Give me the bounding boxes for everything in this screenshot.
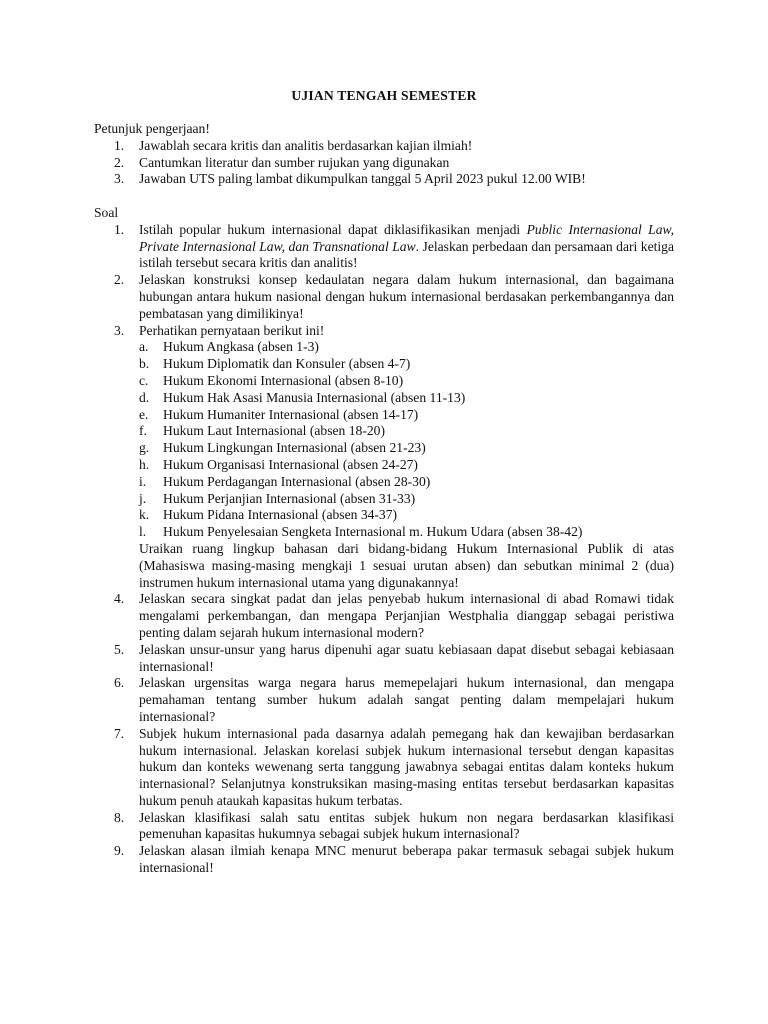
- subitem-letter: h.: [139, 456, 150, 472]
- subitem: [94, 423, 674, 440]
- subitem-letter: a.: [139, 339, 149, 355]
- subitem-text: Hukum Perdagangan Internasional (absen 28-30): [163, 473, 431, 489]
- subitem-letter: g.: [139, 440, 150, 456]
- subitem-text: Hukum Ekonomi Internasional (absen 8-10): [163, 372, 404, 388]
- subitem-text: Hukum Perjanjian Internasional (absen 31-33): [163, 490, 416, 506]
- subitem: [94, 524, 674, 541]
- subitem-text: Hukum Laut Internasional (absen 18-20): [163, 423, 385, 439]
- question-number: 4.: [114, 591, 125, 607]
- question-item: [94, 591, 674, 641]
- subitem: [94, 474, 674, 491]
- instruction-item: [94, 138, 674, 155]
- question-item: [94, 726, 674, 810]
- subitem-text: Hukum Pidana Internasional (absen 34-37): [163, 507, 398, 523]
- question-item: [94, 323, 674, 340]
- subitem-text: Hukum Organisasi Internasional (absen 24-27): [163, 456, 418, 472]
- question-item: [94, 642, 674, 676]
- subitem-letter: b.: [139, 356, 150, 372]
- question-item: [94, 810, 674, 844]
- question-number: 6.: [114, 675, 125, 691]
- subitem-letter: c.: [139, 372, 149, 388]
- subitem-letter: e.: [139, 406, 149, 422]
- question-number: 2.: [114, 272, 125, 288]
- question-text-part: Istilah popular hukum internasional dapat diklasifikasikan menjadi: [139, 221, 527, 237]
- question-text: Subjek hukum internasional pada dasarnya adalah pemegang hak dan kewajiban berdasarkan hukum internasional. Jelaskan korelasi subjek hukum internasional tersebut dengan kapasitas hukum dan konteks wewenang serta tanggung jawabnya sebagai entitas dalam konteks hukum internasional? Selanjutnya konstruksikan masing-masing entitas tersebut berdasarkan kapasitas hukum penuh ataukah kapasitas hukum terbatas.: [139, 725, 674, 808]
- question-item: [94, 272, 674, 322]
- instruction-number: 2.: [114, 154, 125, 170]
- question-number: 9.: [114, 843, 125, 859]
- instruction-text: Jawablah secara kritis dan analitis berdasarkan kajian ilmiah!: [139, 137, 473, 153]
- subitem: [94, 339, 674, 356]
- question-number: 1.: [114, 221, 125, 237]
- question-text: Jelaskan secara singkat padat dan jelas penyebab hukum internasional di abad Romawi tidak mengalami perkembangan, dan mengapa Perjanjian Westphalia dianggap sebagai peristiwa penting dalam sejarah hukum internasional modern?: [139, 591, 674, 640]
- question-number: 5.: [114, 641, 125, 657]
- subitem-text: Hukum Lingkungan Internasional (absen 21-23): [163, 440, 426, 456]
- instruction-item: [94, 155, 674, 172]
- question-text: Jelaskan urgensitas warga negara harus memepelajari hukum internasional, dan mengapa pemahaman tentang sumber hukum adalah sangat penting dalam mempelajari hukum internasional?: [139, 675, 674, 724]
- subitem: [94, 390, 674, 407]
- subitem-letter: i.: [139, 473, 147, 489]
- question-number: 8.: [114, 809, 125, 825]
- subitem: [94, 356, 674, 373]
- subitem: [94, 373, 674, 390]
- question-item: [94, 843, 674, 877]
- subitem: [94, 440, 674, 457]
- subitem-text: Hukum Penyelesaian Sengketa Internasional m. Hukum Udara (absen 38-42): [163, 524, 583, 540]
- question-number: 3.: [114, 322, 125, 338]
- question-text: Jelaskan klasifikasi salah satu entitas subjek hukum non negara berdasarkan klasifikasi pemenuhan kapasitas hukumnya sebagai subjek hukum internasional?: [139, 809, 674, 842]
- questions-section: [94, 205, 674, 877]
- subitem: [94, 507, 674, 524]
- subitem-text: Hukum Hak Asasi Manusia Internasional (absen 11-13): [163, 389, 466, 405]
- subitem-letter: k.: [139, 507, 150, 523]
- instruction-item: [94, 171, 674, 188]
- subitem: [94, 407, 674, 424]
- subitem-letter: f.: [139, 423, 147, 439]
- question-closing-text: Uraikan ruang lingkup bahasan dari bidang-bidang Hukum Internasional Publik di atas (Mahasiswa masing-masing mengkaji 1 sesuai urutan absen) dan sebutkan minimal 2 (dua) instrumen hukum internasional utama yang digunakannya!: [139, 540, 674, 590]
- subitem: [94, 457, 674, 474]
- subitem-letter: d.: [139, 389, 150, 405]
- question-item: [94, 675, 674, 725]
- question-text: Perhatikan pernyataan berikut ini!: [139, 322, 325, 338]
- instructions-heading: Petunjuk pengerjaan!: [94, 121, 210, 136]
- subitem-text: Hukum Humaniter Internasional (absen 14-17): [163, 406, 419, 422]
- instruction-number: 1.: [114, 137, 125, 153]
- subitem-letter: l.: [139, 524, 147, 540]
- question-text: Jelaskan unsur-unsur yang harus dipenuhi agar suatu kebiasaan dapat disebut sebagai kebiasaan internasional!: [139, 641, 674, 674]
- subitem-letter: j.: [139, 490, 147, 506]
- questions-heading: Soal: [94, 205, 119, 220]
- subitem: [94, 491, 674, 508]
- question-text: Jelaskan alasan ilmiah kenapa MNC menurut beberapa pakar termasuk sebagai subjek hukum internasional!: [139, 843, 674, 876]
- subitem-text: Hukum Diplomatik dan Konsuler (absen 4-7): [163, 356, 411, 372]
- question-text-part: . Jelaskan perbedaan dan persamaan dari ketiga istilah tersebut secara kritis dan analitis!: [139, 238, 674, 271]
- question-number: 7.: [114, 725, 125, 741]
- instruction-text: Jawaban UTS paling lambat dikumpulkan tanggal 5 April 2023 pukul 12.00 WIB!: [139, 171, 586, 187]
- instruction-text: Cantumkan literatur dan sumber rujukan yang digunakan: [139, 154, 450, 170]
- page-title: UJIAN TENGAH SEMESTER: [291, 88, 477, 103]
- subitem-text: Hukum Angkasa (absen 1-3): [163, 339, 319, 355]
- question-item: [94, 222, 674, 272]
- instructions-section: [94, 121, 674, 188]
- question-text: Jelaskan konstruksi konsep kedaulatan negara dalam hukum internasional, dan bagaimana hubungan antara hukum nasional dengan hukum internasional berdasakan perkembangannya dan pembatasan yang dimilikinya!: [139, 272, 674, 321]
- instruction-number: 3.: [114, 171, 125, 187]
- question-text-italic: Public Internasional Law, Private Internasional Law, dan Transnational Law: [139, 221, 674, 254]
